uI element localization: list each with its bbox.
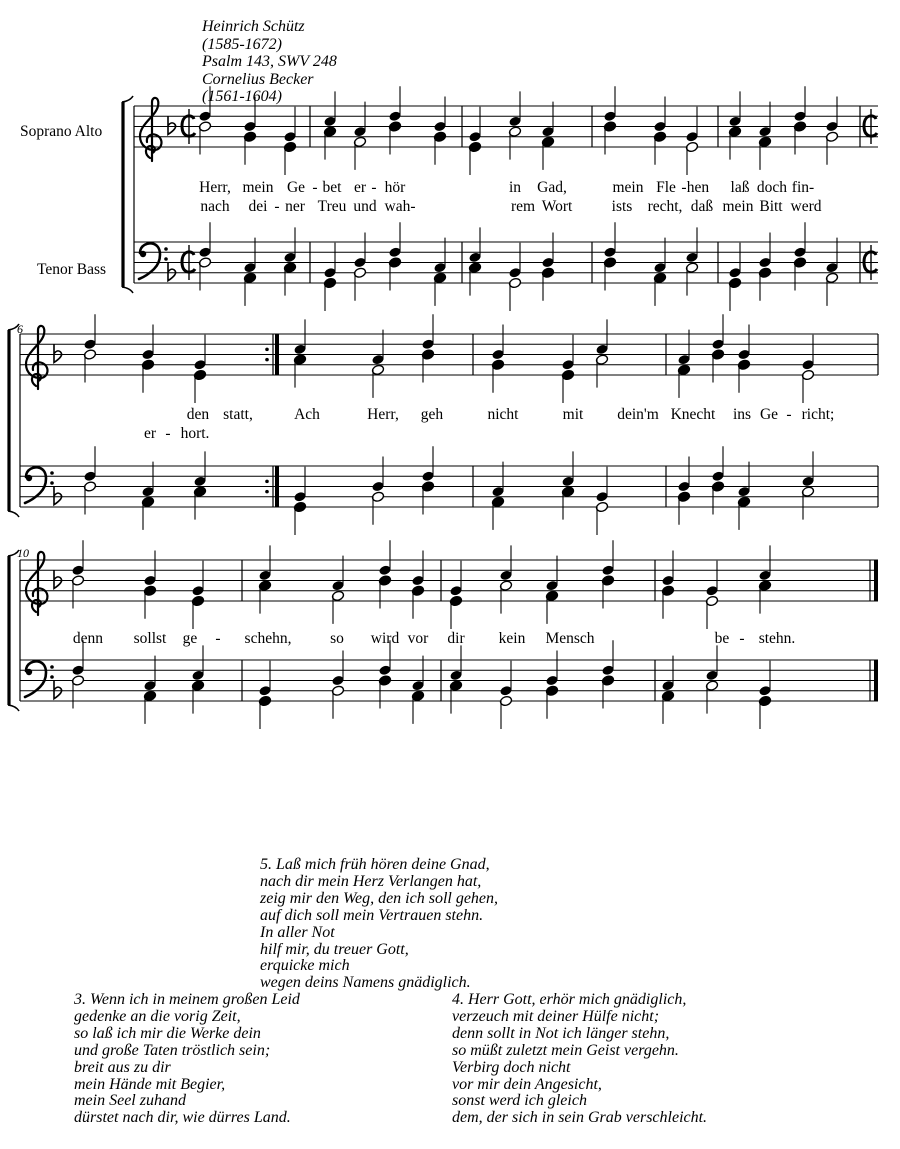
lyric-syllable: fin- [791, 179, 815, 196]
stanza-line: nach dir mein Herz Verlangen hat, [260, 872, 482, 890]
lyric-syllable: schehn, [244, 630, 292, 647]
system-bracket-hook [122, 96, 133, 102]
system-bracket-hook [8, 511, 19, 517]
poet-name: Cornelius Becker [202, 70, 314, 88]
flat-stroke [168, 117, 176, 135]
bass-clef-stroke [25, 661, 46, 697]
stanza-line: denn sollt in Not ich länger stehn, [452, 1024, 670, 1042]
flat-icon [168, 263, 176, 281]
bass-clef-stroke [25, 467, 46, 503]
lyric-syllable: Ge [286, 179, 306, 196]
lyric-syllable: mein [612, 179, 644, 196]
lyric-syllable: - [274, 198, 280, 215]
flat-stroke [54, 487, 62, 505]
lyric-syllable: recht, [647, 198, 683, 215]
lyric-syllable: und [353, 198, 377, 215]
treble-clef-stroke [26, 552, 47, 615]
treble-clef-icon [140, 98, 161, 161]
lyric-syllable: - [215, 630, 221, 647]
system-bracket-hook [122, 287, 133, 293]
bass-clef-stroke [139, 243, 160, 279]
treble-clef-icon [26, 552, 47, 615]
stanza-line: so müßt zuletzt mein Geist vergehn. [452, 1041, 679, 1059]
stanza-line: 3. Wenn ich in meinem großen Leid [74, 991, 300, 1008]
stanza-line: so laß ich mir die Werke dein [74, 1024, 261, 1042]
flat-icon [168, 117, 176, 135]
lyric-syllable: Bitt [759, 198, 783, 215]
lyric-syllable: Wort [541, 198, 573, 215]
lyric-syllable: nicht [487, 406, 519, 423]
lyric-syllable: Knecht [670, 406, 716, 423]
stanza-line: zeig mir den Weg, den ich soll gehen, [260, 889, 499, 907]
lyric-syllable: richt; [801, 406, 835, 423]
stanza-line: 4. Herr Gott, erhör mich gnädiglich, [452, 991, 687, 1008]
lyric-syllable: kein [498, 630, 526, 647]
lyric-syllable: dir [447, 630, 465, 647]
lyric-syllable: wah- [384, 198, 416, 215]
lyric-syllable: dein'm [617, 406, 659, 423]
stanza-line: In aller Not [260, 923, 335, 941]
stanza-4 [452, 992, 707, 1127]
lyric-syllable: denn [72, 630, 104, 647]
lyric-syllable: Herr, [367, 406, 399, 423]
stanza-line: mein Hände mit Begier, [74, 1075, 226, 1093]
lyric-syllable: vor [407, 630, 429, 647]
lyric-syllable: Mensch [545, 630, 595, 647]
poet-dates: (1561-1604) [202, 88, 282, 105]
bass-clef-icon [25, 467, 54, 503]
part-label-upper: Soprano Alto [20, 123, 103, 140]
treble-clef-icon [26, 326, 47, 389]
lyric-syllable: er [143, 425, 157, 442]
bass-clef-dot [26, 669, 32, 675]
stanza-3 [74, 992, 300, 1127]
stanza-line: breit aus zu dir [74, 1058, 171, 1076]
flat-icon [54, 487, 62, 505]
lyric-syllable: - [681, 179, 687, 196]
stanza-line: hilf mir, du treuer Gott, [260, 940, 409, 958]
lyric-syllable: - [371, 179, 377, 196]
lyric-syllable: Treu [317, 198, 347, 215]
stanza-line: gedenke an die vorig Zeit, [74, 1007, 241, 1025]
lyric-syllable: so [330, 630, 344, 647]
lyric-syllable: mit [562, 406, 584, 423]
bass-clef-dot [50, 675, 54, 679]
lyric-syllable: hort. [180, 425, 210, 442]
lyric-syllable: in [508, 179, 522, 196]
bass-clef-icon [139, 243, 168, 279]
lyric-syllable: mein [722, 198, 754, 215]
composer-dates: (1585-1672) [202, 35, 282, 53]
lyric-syllable: - [786, 406, 792, 423]
stanza-line: dem, der sich in sein Grab verschleicht. [452, 1109, 708, 1127]
measure-number: 10 [17, 546, 29, 560]
stanza-line: erquicke mich [260, 957, 350, 975]
lyric-syllable: Fle [656, 179, 676, 196]
flat-stroke [54, 345, 62, 363]
bass-clef-dot [164, 257, 168, 261]
lyric-syllable: hen [686, 179, 710, 196]
lyric-syllable: mein [242, 179, 274, 196]
lyric-syllable: geh [420, 406, 444, 423]
repeat-dot [265, 358, 269, 362]
lyric-syllable: - [165, 425, 171, 442]
repeat-dot [265, 348, 269, 352]
stanza-5 [260, 857, 498, 992]
flat-stroke [54, 681, 62, 699]
lyric-syllable: Ach [294, 406, 320, 423]
stanza-line: dürstet nach dir, wie dürres Land. [74, 1109, 291, 1127]
stanza-line: 5. Laß mich früh hören deine Gnad, [260, 856, 490, 873]
stanza-line: sonst werd ich gleich [452, 1092, 587, 1110]
lyric-syllable: hör [384, 179, 406, 196]
lyric-syllable: ner [285, 198, 305, 215]
treble-clef-stroke [26, 326, 47, 389]
bass-clef-dot [140, 251, 146, 257]
bass-clef-icon [25, 661, 54, 697]
treble-clef-stroke [140, 98, 161, 161]
lyric-syllable: bet [322, 179, 342, 196]
lyric-syllable: - [312, 179, 318, 196]
lyric-syllable: rem [510, 198, 536, 215]
repeat-dot [265, 480, 269, 484]
bass-clef-dot [164, 247, 168, 251]
lyric-syllable: den [186, 406, 210, 423]
lyric-syllable: Gad, [537, 179, 567, 196]
bass-clef-dot [50, 665, 54, 669]
bass-clef-dot [50, 471, 54, 475]
stanza-line: auf dich soll mein Vertrauen stehn. [260, 906, 484, 924]
part-label-lower: Tenor Bass [37, 261, 107, 278]
lyric-syllable: stehn. [758, 630, 796, 647]
lyric-syllable: ge [182, 630, 198, 647]
stanza-line: wegen deins Namens gnädiglich. [260, 974, 471, 992]
measure-number: 6 [17, 322, 23, 336]
work-title: Psalm 143, SWV 248 [202, 53, 337, 70]
flat-icon [54, 681, 62, 699]
stanza-line: verzeuch mit deiner Hülfe nicht; [452, 1007, 660, 1025]
stanza-line: vor mir dein Angesicht, [452, 1075, 602, 1093]
bass-clef-dot [26, 475, 32, 481]
stanza-line: mein Seel zuhand [74, 1092, 186, 1110]
lyric-syllable: nach [200, 198, 230, 215]
flat-stroke [54, 571, 62, 589]
lyric-syllable: er [353, 179, 367, 196]
stanza-line: und große Taten tröstlich sein; [74, 1041, 271, 1059]
lyric-syllable: Herr, [199, 179, 231, 196]
repeat-dot [265, 490, 269, 494]
flat-stroke [168, 263, 176, 281]
lyric-syllable: ins [732, 406, 752, 423]
flat-icon [54, 345, 62, 363]
lyric-syllable: be [714, 630, 730, 647]
lyric-syllable: sollst [133, 630, 167, 647]
lyric-syllable: - [739, 630, 745, 647]
lyric-syllable: laß [730, 179, 750, 196]
lyric-syllable: wird [370, 630, 400, 647]
composer-name: Heinrich Schütz [202, 18, 305, 35]
system-bracket-hook [8, 705, 19, 711]
stanza-line: Verbirg doch nicht [452, 1058, 571, 1076]
bass-clef-dot [50, 481, 54, 485]
credits-block [202, 18, 337, 106]
lyric-syllable: doch [756, 179, 788, 196]
lyric-syllable: werd [790, 198, 822, 215]
lyric-syllable: statt, [223, 406, 253, 423]
lyric-syllable: dei [248, 198, 268, 215]
flat-icon [54, 571, 62, 589]
lyric-syllable: ists [611, 198, 633, 215]
lyric-syllable: daß [690, 198, 714, 215]
lyric-syllable: Ge [759, 406, 779, 423]
